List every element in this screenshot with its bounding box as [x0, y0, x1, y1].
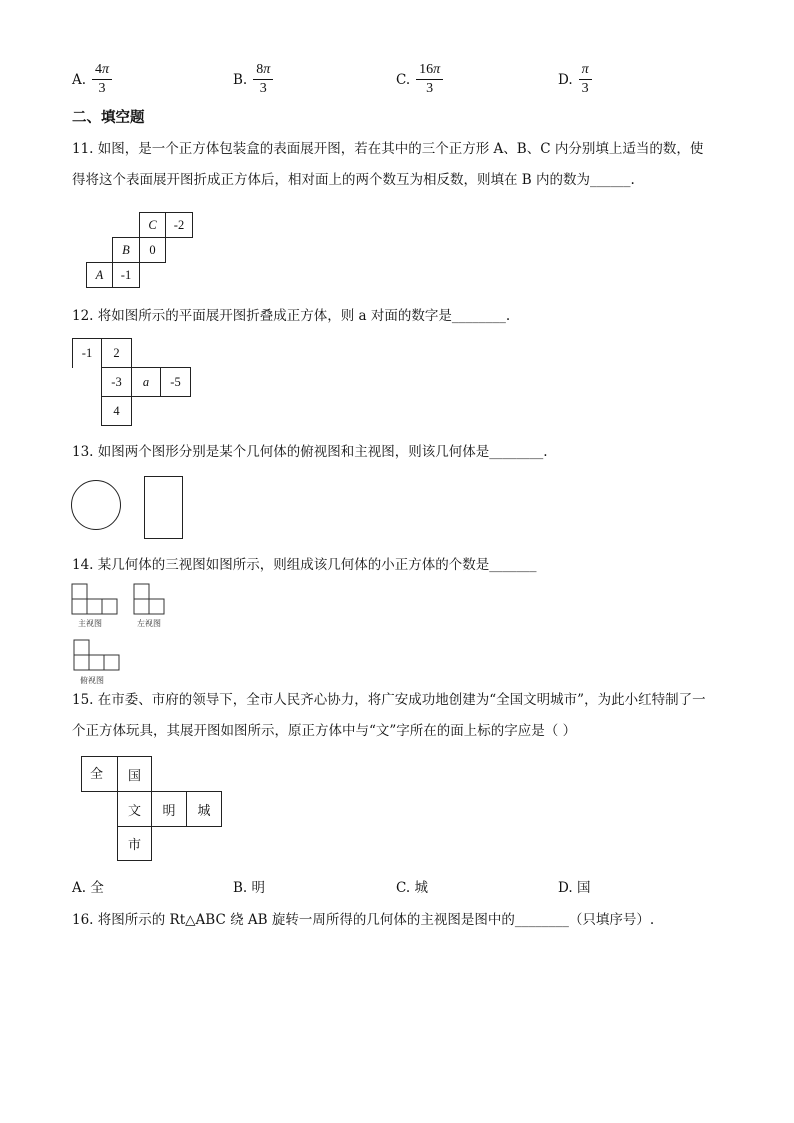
q15-option-a-text: 全: [90, 880, 104, 896]
pi-symbol: π: [581, 62, 589, 77]
q15-option-d-letter: D.: [558, 880, 573, 896]
option-b: [233, 62, 273, 97]
q15-cell-wen: 文: [117, 791, 152, 827]
q14-front-label: 主视图: [78, 619, 102, 628]
q12-cell-minus5: -5: [160, 367, 191, 397]
option-a-numerator: 4: [95, 62, 103, 77]
q15-text-line2: 个正方体玩具，其展开图如图所示，原正方体中与“文”字所在的面上标的字应是（ ）: [72, 723, 577, 739]
q12-cell-a: a: [131, 367, 161, 397]
q13-rectangle-front-view: [144, 476, 183, 539]
q12-cell-minus3: -3: [101, 367, 132, 397]
option-b-fraction: [253, 62, 273, 97]
q15-option-c-text: 城: [414, 880, 428, 896]
pi-symbol: π: [102, 62, 110, 77]
option-d-letter: D.: [558, 71, 573, 88]
option-a-denominator: 3: [98, 81, 106, 96]
q11-text-line1: 11. 如图，是一个正方体包装盒的表面展开图，若在其中的三个正方形 A、B、C 内分别填上适当的数，使: [72, 141, 704, 157]
option-b-denominator: 3: [259, 81, 267, 96]
option-c-numerator: 16: [419, 62, 434, 77]
q15-option-a-letter: A.: [72, 880, 87, 896]
q15-option-c: [396, 878, 428, 898]
option-d: [558, 62, 592, 97]
q16-text: 16. 将图所示的 Rt△ABC 绕 AB 旋转一周所得的几何体的主视图是图中的________（只填序号）.: [72, 912, 655, 928]
pi-symbol: π: [263, 62, 271, 77]
option-c-letter: C.: [396, 71, 411, 88]
q12-cell-2: 2: [101, 338, 132, 368]
q15-option-d-text: 国: [576, 880, 591, 896]
q15-cell-ming: 明: [151, 791, 187, 827]
q15-option-c-letter: C.: [396, 880, 411, 896]
q15-option-a: [72, 878, 104, 898]
q11-cell-a: A: [86, 262, 113, 288]
q11-cell-c: C: [139, 212, 166, 238]
q14-top-view: [72, 638, 132, 678]
option-c: [396, 62, 443, 97]
q15-option-d: [558, 878, 590, 898]
option-c-fraction: [416, 62, 443, 97]
q15-option-b: [233, 878, 265, 898]
q12-cell-4: 4: [101, 396, 132, 426]
q11-cell-minus2: -2: [165, 212, 193, 238]
option-b-numerator: 8: [256, 62, 264, 77]
option-a-letter: A.: [72, 71, 87, 88]
option-c-denominator: 3: [426, 81, 434, 96]
option-a-fraction: [92, 62, 112, 97]
q13-circle-top-view: [71, 480, 121, 530]
q15-cell-guo: 国: [117, 756, 152, 792]
q14-top-label: 俯视图: [80, 676, 104, 685]
q15-option-b-letter: B.: [233, 880, 248, 896]
option-d-denominator: 3: [581, 81, 589, 96]
q15-text-line1: 15. 在市委、市府的领导下，全市人民齐心协力，将广安成功地创建为“全国文明城市”，为此小红特制了一: [72, 692, 706, 708]
q13-text: 13. 如图两个图形分别是某个几何体的俯视图和主视图，则该几何体是________.: [72, 444, 548, 460]
q15-cell-cheng: 城: [186, 791, 222, 827]
q11-cell-zero: 0: [139, 237, 166, 263]
q11-text-line2: 得将这个表面展开图折成正方体后，相对面上的两个数互为相反数，则填在 B 内的数为______.: [72, 172, 635, 188]
option-d-fraction: [579, 62, 592, 97]
q12-text: 12. 将如图所示的平面展开图折叠成正方体，则 a 对面的数字是________.: [72, 308, 511, 324]
section-heading: 二、填空题: [72, 109, 145, 126]
q14-left-label: 左视图: [137, 619, 161, 628]
q15-cell-quan: 全: [81, 756, 118, 792]
q11-cell-b: B: [112, 237, 140, 263]
q15-cell-shi: 市: [117, 826, 152, 861]
option-a: [72, 62, 112, 97]
q14-text: 14. 某几何体的三视图如图所示，则组成该几何体的小正方体的个数是_______: [72, 557, 537, 573]
pi-symbol: π: [433, 62, 441, 77]
option-b-letter: B.: [233, 71, 248, 88]
q15-option-b-text: 明: [251, 880, 266, 896]
q12-cell-minus1: -1: [72, 338, 102, 368]
q11-cell-minus1: -1: [112, 262, 140, 288]
